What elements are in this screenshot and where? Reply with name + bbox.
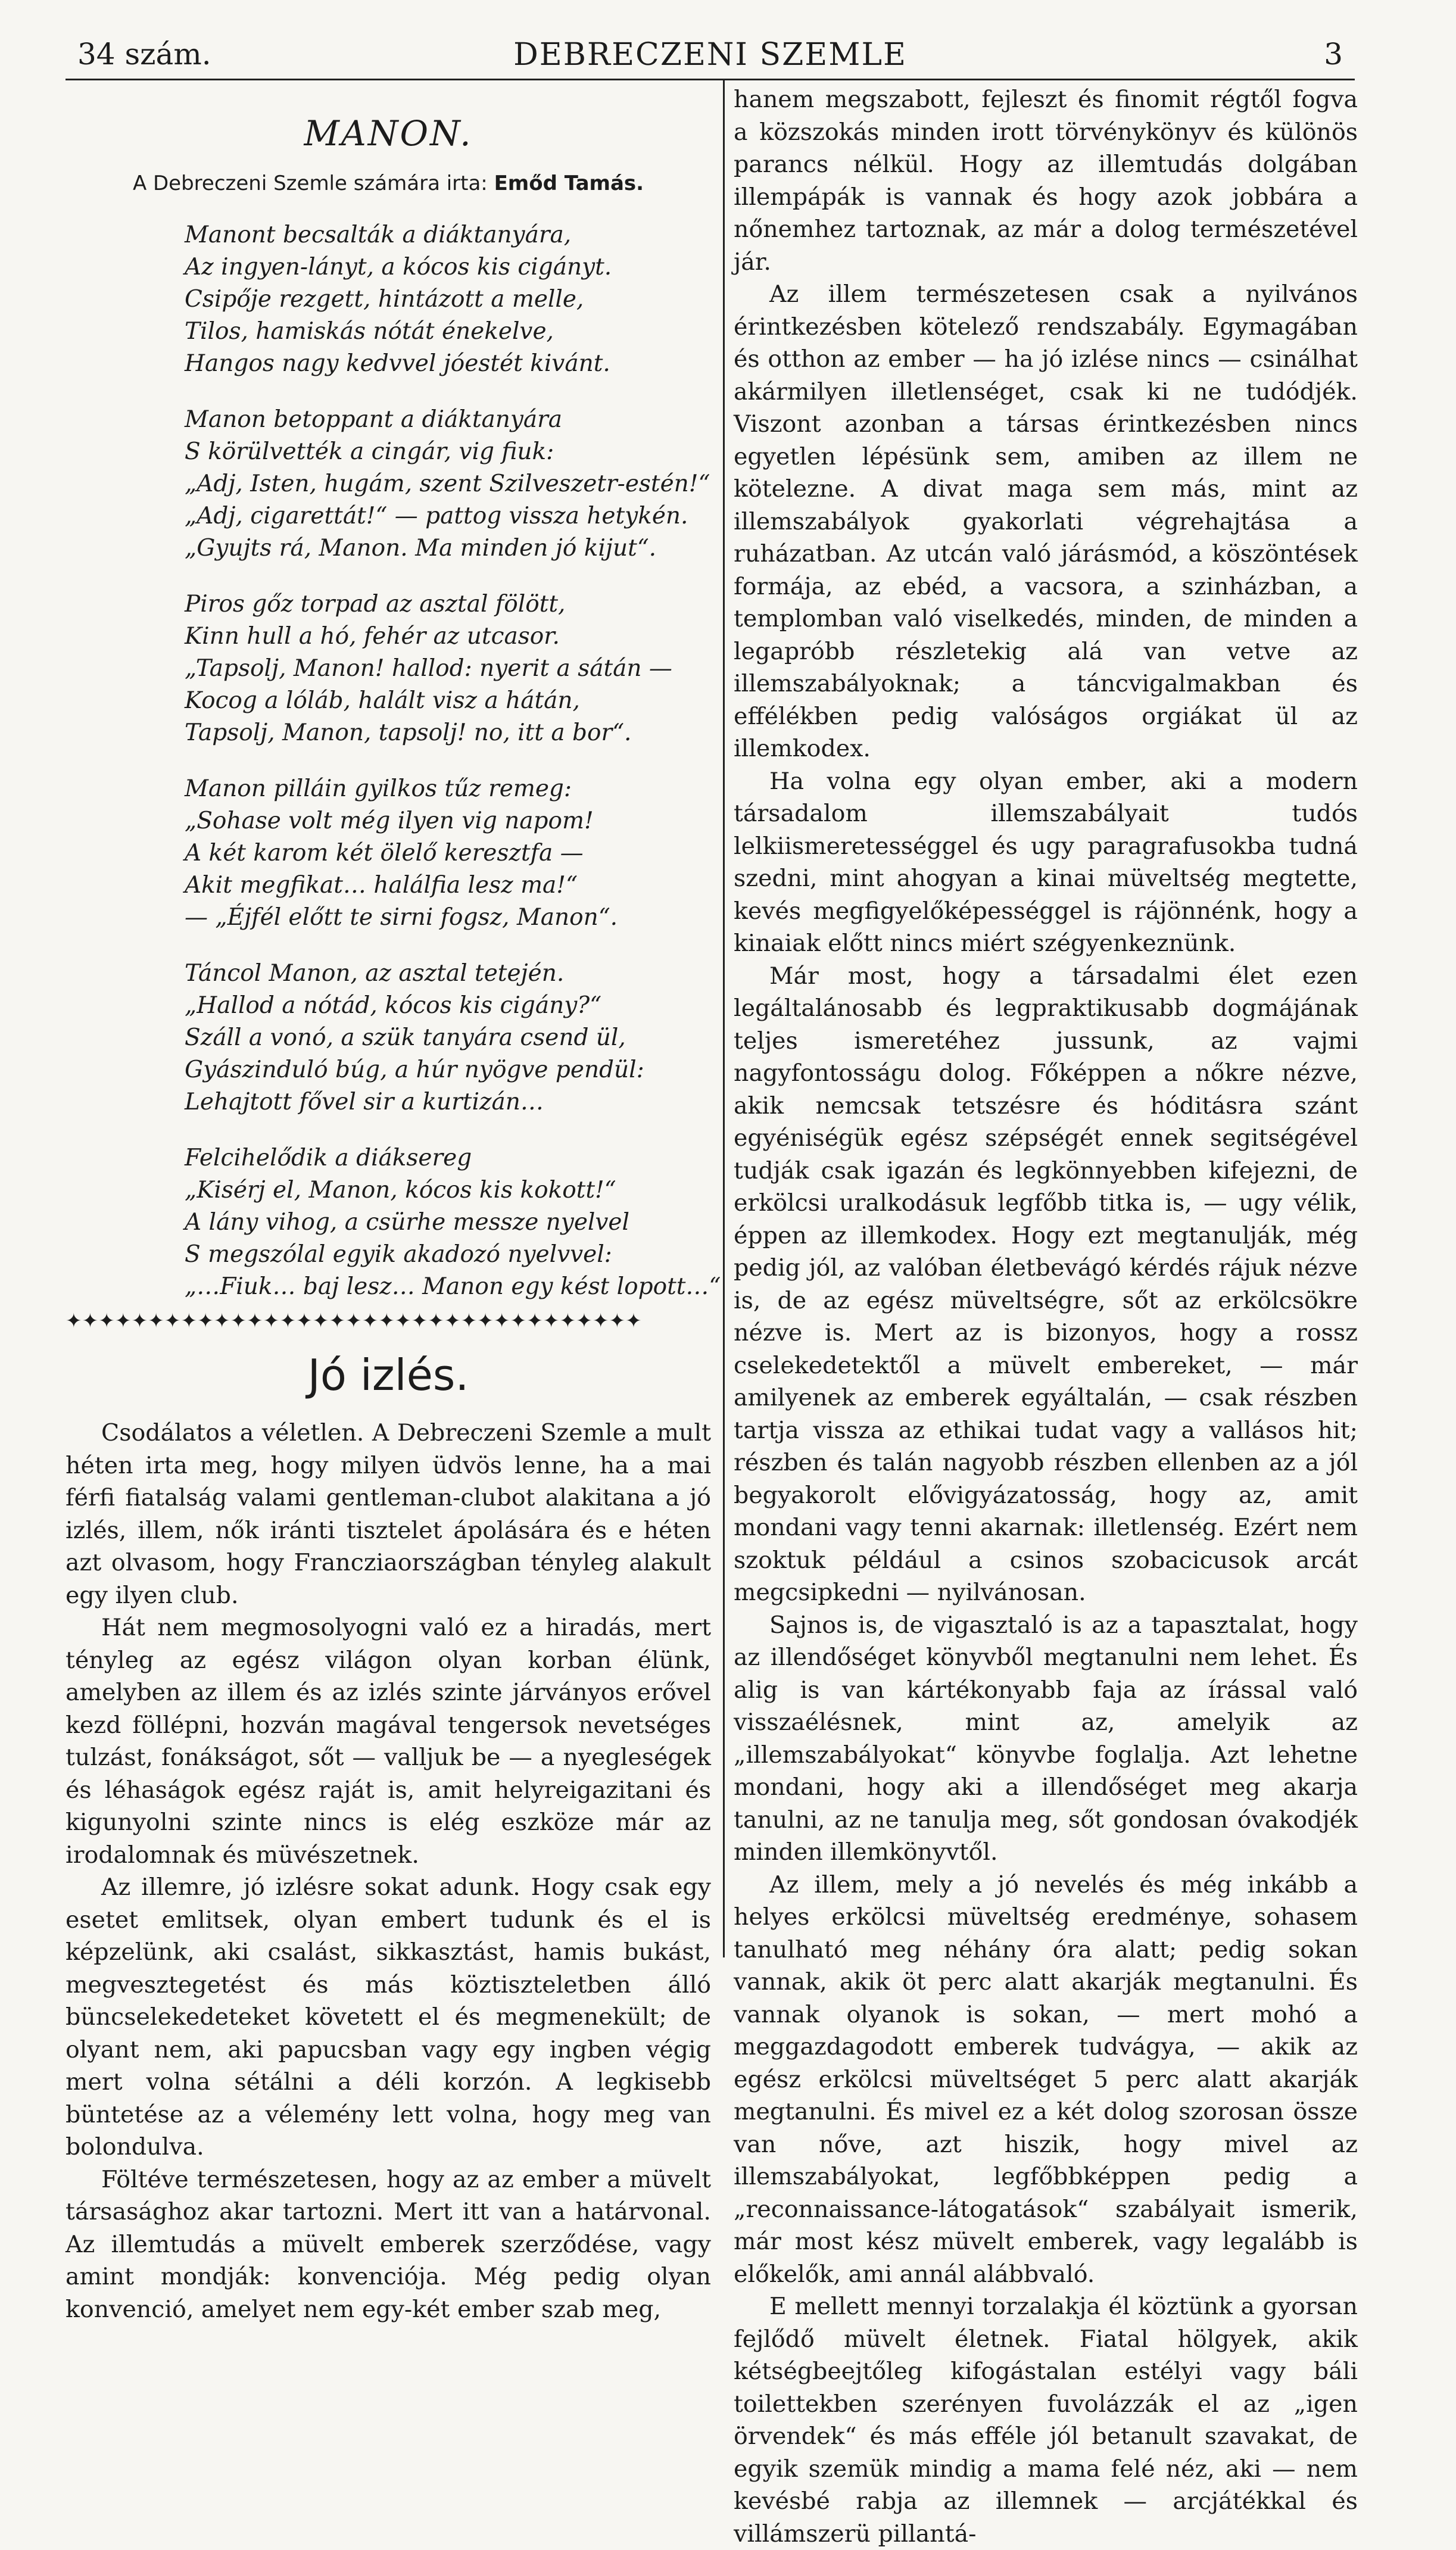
poem-line: Táncol Manon, az asztal tetején. [185,960,565,987]
ornamental-divider: ✦✦✦✦✦✦✦✦✦✦✦✦✦✦✦✦✦✦✦✦✦✦✦✦✦✦✦✦✦✦✦✦✦✦✦ [66,1309,642,1332]
poem-line: „Hallod a nótád, kócos kis cigány?“ [185,992,602,1019]
poem-line: Manon betoppant a diáktanyára [185,406,563,433]
article-paragraph: Az illem, mely a jó nevelés és még inkább a helyes erkölcsi müveltség eredménye, sohasem tanulható meg néhány óra alatt; pedig sokan vannak, akik öt perc alatt akarják megtanulni. És vannak olyanok is sokan, — mert mohó a meggazdagodott emberek tudvágya, — akik az egész erkölcsi müveltséget 5 perc alatt akarják megtanulni. És mivel ez a két dolog szorosan össze van nőve, azt hiszik, hogy mivel az illemszabályokat, legfőbbképpen pedig a „reconnaissance-látogatások“ szabályait ismerik, már most kész müvelt emberek, vagy legalább is előkelők, ami annál alábbvaló. [734,1871,1358,2288]
article-paragraph: Ha volna egy olyan ember, aki a modern társadalom illemszabályait tudós lelkiismeretességgel és ugy paragrafusokba tudná szedni, mint ahogyan a kinai müveltség megtette, kevés megfigyelőképességgel is rájönnénk, hogy a kinaiak előtt nincs miért szégyenkeznünk. [734,767,1358,957]
article-paragraph: Sajnos is, de vigasztaló is az a tapasztalat, hogy az illendőséget könyvből megtanulni nem lehet. És alig is van kártékonyabb faja az írással való visszaélésnek, mint az, amelyik az „illemszabályokat“ könyvbe foglalja. Azt lehetne mondani, hogy aki a illendőséget meg akarja tanulni, az ne tanulja meg, sőt gondosan óvakodjék minden illemkönyvtől. [734,1611,1358,1866]
poem-line: „Adj, cigarettát!“ — pattog vissza hetykén. [185,503,688,529]
article-paragraph: Az illem természetesen csak a nyilvános érintkezésben kötelező rendszabály. Egymagában és otthon az ember — ha jó izlése nincs — csinálhat akármilyen illetlenséget, csak ki ne tudódjék. Viszont azonban a társas érintkezésben nincs egyetlen lépésünk sem, amiben az illem ne kötelezne. A divat maga sem más, mint az illemszabályok gyakorlati végrehajtása a ruházatban. Az utcán való járásmód, a köszöntések formája, az ebéd, a vacsora, a szinházban, a templomban való viselkedés, minden, de minden a legapróbb részletekig alá van vetve az illemszabályoknak; a táncvigalmakban és effélékben pedig valóságos orgiákat ül az illemkodex. [734,280,1358,762]
article-paragraph: E mellett mennyi torzalakja él köztünk a gyorsan fejlődő müvelt életnek. Fiatal hölgyek, akik kétségbeejtőleg kifogástalan estélyi vagy báli toilettekben szerényen fuvolázzák el az „igen örvendek“ és más efféle jól betanult szavakat, de egyik szemük mindig a mama felé néz, aki — nem kevésbé rabja az illemnek — arcjátékkal és villámszerü pillantá- [734,2293,1358,2548]
poem-byline [66,172,711,195]
article-paragraph: hanem megszabott, fejleszt és finomit régtől fogva a közszokás minden irott törvénykönyv és különös parancs nélkül. Hogy az illemtudás dolgában illempápák is vannak és hogy azok jobbára a nőnemhez tartoznak, az már a dolog természetével jár. [734,86,1358,276]
poem-line: Az ingyen-lányt, a kócos kis cigányt. [185,254,612,280]
poem-title: MANON. [304,113,473,154]
issue-number: 34 szám. [77,37,211,71]
article-paragraph: Az illemre, jó izlésre sokat adunk. Hogy csak egy esetet emlitsek, olyan embert tudunk és el is képzelünk, aki csalást, sikkasztást, hamis bukást, megvesztegetést és más köztiszteletben álló büncselekedeteket követett el és megmenekült; de olyant nem, aki papucsban vagy egy ingben végig mert volna sétálni a déli korzón. A legkisebb büntetése az a vélemény lett volna, hogy meg van bolondulva. [66,1873,711,2161]
poem-line: Gyászinduló búg, a húr nyögve pendül: [185,1056,644,1083]
poem-line: „Gyujts rá, Manon. Ma minden jó kijut“. [185,535,657,562]
poem-stanza [185,773,711,934]
poem-line: Kinn hull a hó, fehér az utcasor. [185,623,560,650]
poem-line: Száll a vonó, a szük tanyára csend ül, [185,1024,626,1051]
left-column [66,83,721,2325]
poem-line: Hangos nagy kedvvel jóestét kivánt. [185,350,610,377]
poem-stanza [185,219,711,380]
poem-line: Piros gőz torpad az asztal fölött, [185,591,566,618]
article-paragraph: Már most, hogy a társadalmi élet ezen legáltalánosabb és legpraktikusabb dogmájának teljes ismeretéhez jussunk, az vajmi nagyfontosságu dolog. Főképpen a nőkre nézve, akik nemcsak tetszésre és hóditásra szánt egyéniségük egész szépségét ennek segitségével tudják csak igazán és legkönnyebben kifejezni, de erkölcsi uralkodásuk legfőbb titka is, — ugy vélik, éppen az illemkodex. Hogy ezt megtanulják, még pedig jól, az valóban életbevágó kérdés rájuk nézve is, de az egész müveltségre, sőt az erkölcsökre nézve is. Mert az is bizonyos, hogy a rossz cselekedetektől a müvelt embereket, — már amilyenek az emberek egyáltalán, — csak részben tartja vissza az ethikai tudat vagy a vallásos hit; részben és talán nagyobb részben ellenben az a jól begyakorolt elővigyázatosság, hogy az, amit mondani vagy tenni akarnak: illetlenség. Ezért nem szoktuk például a csinos szobacicusok arcát megcsipkedni — nyilvánosan. [734,962,1358,1606]
article-paragraph: Hát nem megmosolyogni való ez a hiradás, mert tényleg az egész világon olyan korban élünk, amelyben az illem és az izlés szinte járványos erővel kezd föllépni, hozván magával tengersok nevetséges tulzást, fonákságot, sőt — valljuk be — a nyegleségek és léhaságok egész raját is, amit helyreigazitani és kigunyolni szinte nincs is elég eszköze már az irodalomnak és müvészetnek. [66,1614,711,1869]
poem-stanza [185,404,711,565]
journal-title: DEBRECZENI SZEMLE [513,37,907,73]
poem-stanza [185,1142,721,1303]
page-number: 3 [1324,37,1343,71]
poem-line: Akit megfikat… halálfia lesz ma!“ [185,872,578,899]
right-column [734,83,1358,2550]
poem-line: „Adj, Isten, hugám, szent Szilveszetr-estén!“ [185,470,710,497]
poem-line: Manon pilláin gyilkos tűz remeg: [185,775,572,802]
article-paragraph: Csodálatos a véletlen. A Debreczeni Szemle a mult héten irta meg, hogy milyen üdvös lenne, ha a mai férfi fiatalság valami gentleman-clubot alakitana a jó izlés, illem, nők iránti tisztelet ápolására és e héten azt olvasom, hogy Francziaországban tényleg alakult egy ilyen club. [66,1419,711,1609]
page-header [66,31,1355,80]
article-paragraph: Föltéve természetesen, hogy az az ember a müvelt társasághoz akar tartozni. Mert itt van a határvonal. Az illemtudás a müvelt emberek szerződése, vagy amint mondják: konvenciója. Még pedig olyan konvenció, amelyet nem egy-két ember szab meg, [66,2165,711,2323]
poem-line: A két karom két ölelő keresztfa — [185,840,584,866]
poem-line: „…Fiuk… baj lesz… Manon egy kést lopott…“ [185,1273,721,1300]
poem-line: — „Éjfél előtt te sirni fogsz, Manon“. [185,904,618,931]
article-title: Jó izlés. [307,1350,469,1400]
poem-line: „Kisérj el, Manon, kócos kis kokott!“ [185,1177,616,1204]
byline-prefix: A Debreczeni Szemle számára irta: [132,172,488,195]
poem-line: Felcihelődik a diáksereg [185,1145,472,1171]
poem-line: Tilos, hamiskás nótát énekelve, [185,318,554,345]
poem-stanza [185,958,711,1118]
poem-stanza [185,588,711,749]
poem-line: „Sohase volt még ilyen vig napom! [185,808,594,834]
poem-line: Csipője rezgett, hintázott a melle, [185,286,584,313]
poem-line: Kocog a lóláb, halált visz a hátán, [185,687,580,714]
poem-line: S megszólal egyik akadozó nyelvvel: [185,1241,612,1268]
byline-author: Emőd Tamás. [494,172,644,195]
poem-line: „Tapsolj, Manon! hallod: nyerit a sátán — [185,655,672,682]
poem-line: Tapsolj, Manon, tapsolj! no, itt a bor“. [185,719,632,746]
column-rule [723,79,725,1957]
poem-line: A lány vihog, a csürhe messze nyelvel [185,1209,629,1236]
poem-line: Manont becsalták a diáktanyára, [185,222,572,248]
poem-line: S körülvették a cingár, vig fiuk: [185,438,554,465]
poem-line: Lehajtott fővel sir a kurtizán… [185,1089,544,1115]
